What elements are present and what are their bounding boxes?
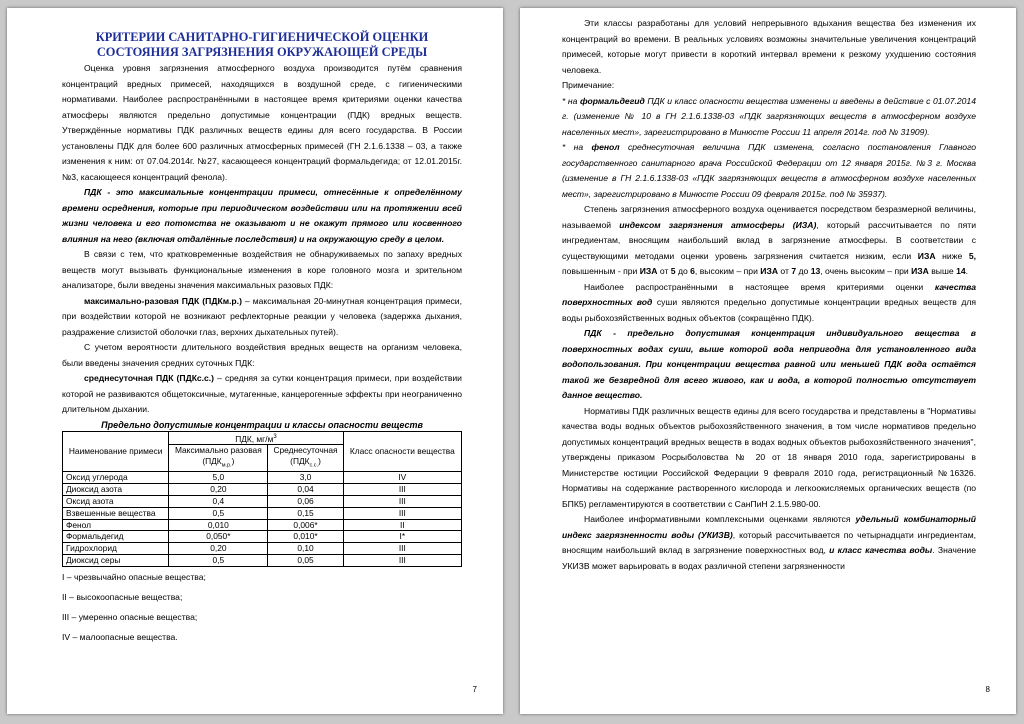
legend-item: II – высокоопасные вещества; [62,591,183,602]
header-class: Класс опасности вещества [343,431,461,472]
note-formaldehyde: * на формальдегид ПДК и класс опасности вещества изменены и введены в действие с 01.07.2014 г. (изменение № 10 в ГН 2.1.6.1338-03 «ПДК загрязняющих веществ в атмосферном воздухе населенных мест», зарегистрировано в Минюсте России 11 апреля 2014г. под № 31909). [562,95,976,137]
table-row: Формальдегид 0,050* 0,010* I* [63,531,462,543]
page-number: 7 [472,685,477,694]
paragraph-short-term: В связи с тем, что кратковременные воздействия не обнаруживаемых по запаху вредных веществ могут вызывать функциональные изменения в коре головного мозга и зрительном анализаторе, были введены значения максимальных разовых ПДК: [62,249,462,290]
note-phenol: * на фенол среднесуточная величина ПДК изменена, согласно постановления Главного государственного санитарного врача Российской Федерации от 12 января 2015г. №3 г. Москва (изменение в ГН 2.1.6.1338-03 «ПДК загрязняющих веществ в атмосферном воздухе населенных мест», зарегистрировано в Минюсте России 09 февраля 2015г. под № 35937). [562,142,976,199]
page-8 [520,8,1016,714]
paragraph-iza: Степень загрязнения атмосферного воздуха оценивается посредством безразмерной величины, называемой индексом загрязнения атмосферы (ИЗА), который рассчитывается по пяти ингредиентам, вносящим наибольший вклад в загрязнение атмосферы. В соответствии с существующими методами оценки уровень загрязнения считается низким, если ИЗА ниже 5, повышенным - при ИЗА от 5 до 6, высоким – при ИЗА от 7 до 13, очень высоким – при ИЗА выше 14. [562,204,976,276]
paragraph-max-single: максимально-разовая ПДК (ПДКм.р.) – максимальная 20-минутная концентрация примеси, при воздействии которой не возникают рефлекторные реакции у человека (задержка дыхания, раздражение слизистой оболочки глаз, верхних дыхательных путей). [62,295,462,337]
header-max-single: Максимально разовая $(ПДК_{м.р.})$ [169,445,268,472]
table-row: Гидрохлорид 0,20 0,10 III [63,543,462,555]
table-row: Диоксид серы 0,5 0,05 III [63,554,462,566]
table-caption: Предельно допустимые концентрации и классы опасности веществ [101,419,423,430]
paragraph-daily-average: среднесуточная ПДК (ПДКс.с.) – средняя за сутки концентрация примеси, при воздействии которой не развиваются общетоксичные, мутагенные, канцерогенные эффекты при неограниченно длительном дыхании. [62,373,462,414]
header-daily-average: Среднесуточная $(ПДК_{с.с.})$ [268,445,343,472]
legend-item: I – чрезвычайно опасные вещества; [62,571,206,582]
header-pdk: ПДК, $мг/м^3$ [169,431,343,445]
hazard-class-legend [62,567,462,647]
pdk-table [62,431,462,567]
note-label: Примечание: [562,80,615,90]
legend-item: IV – малоопасные вещества. [62,631,178,642]
table-row: Диоксид азота 0,20 0,04 III [63,484,462,496]
paragraph-long-term: С учетом вероятности длительного воздействия вредных веществ на организм человека, были введены значения средних суточных ПДК: [62,342,462,368]
paragraph-water-norms: Нормативы ПДК различных веществ едины для всего государства и представлены в "Нормативы качества воды водных объектов рыбохозяйственного значения, в том числе нормативов предельно допустимых концентраций вредных веществ в водах водных объектов рыбохозяйственного значения", утверждены приказом Росрыболовства № 20 от 18 января 2010 года, зарегистрированы в Министерстве юстиции Российской Федерации 9 февраля 2010 года, регистрационный №16326. Нормативы на содержание растворенного кислорода и легкоокисляемых органических веществ (по БПК5) регламентируются в соответствии с СанПиН 2.1.5.980-00. [562,405,976,509]
term-max-single: максимально-разовая ПДК (ПДКм.р.) [84,295,242,306]
header-name: Наименование примеси [63,431,169,472]
paragraph-classes: Эти классы разработаны для условий непрерывного вдыхания вещества без изменения их концентраций во времени. В реальных условиях возможны значительные увеличения концентраций примесей, которые могут привести в короткий интервал времени к резкому ухудшению состояния человека. [562,18,976,75]
table-row: Взвешенные вещества 0,5 0,15 III [63,507,462,519]
page-title: КРИТЕРИИ САНИТАРНО-ГИГИЕНИЧЕСКОЙ ОЦЕНКИ СОСТОЯНИЯ ЗАГРЯЗНЕНИЯ ОКРУЖАЮЩЕЙ СРЕДЫ [95,30,429,59]
paragraph-ukizv: Наиболее информативными комплексными оценками являются удельный комбинаторный индекс загрязненности воды (УКИЗВ), который рассчитывается по четырнадцати ингредиентам, вносящим наибольший вклад в загрязнение поверхностных вод, и класс качества воды. Значение УКИЗВ может варьировать в водах различной степени загрязненности [562,514,976,571]
legend-item: III – умеренно опасные вещества; [62,611,198,622]
table-row: Оксид углерода 5,0 3,0 IV [63,472,462,484]
term-daily-average: среднесуточная ПДК (ПДКс.с.) [84,373,215,383]
table-row: Фенол 0,010 0,006* II [63,519,462,531]
table-row: Оксид азота 0,4 0,06 III [63,495,462,507]
paragraph-surface-water: Наиболее распространёнными в настоящее время критериями оценки качества поверхностных вод суши являются предельно допустимые концентрации вредных веществ для воды рыбохозяйственных водных объектов (сокращённо ПДК). [562,281,977,323]
paragraph-pdk-definition: ПДК - это максимальные концентрации примеси, отнесённые к определённому времени осреднения, которые при периодическом воздействии или на протяжении всей жизни человека и его потомства не оказывают и не окажут прямого или косвенного влияния на него (включая отдалённые последствия) и на окружающую среду в целом. [62,187,462,244]
paragraph-water-pdk-definition: ПДК - предельно допустимая концентрация индивидуального вещества в поверхностных водах суши, выше которой вода непригодна для установленного вида водопользования. При концентрации вещества равной или меньшей ПДК вода остаётся такой же безвредной для всего живого, как и вода, в которой полностью отсутствует данное вещество. [562,328,976,400]
paragraph-intro: Оценка уровня загрязнения атмосферного воздуха производится путём сравнения концентраций вредных примесей, находящихся в воздушной среде, с гигиеническими нормативами. Наиболее распространёнными в настоящее время критериями оценки качества атмосферы являются предельно допустимые концентрации (ПДК) вредных веществ. Утверждённые нормативы ПДК различных веществ едины для всего государства. В России установлены ПДК для более 600 различных атмосферных примесей (ГН 2.1.6.1338 – 03, а также изменения к ним: от 07.04.2014г. №27, касающееся концентраций формальдегида; от 12.01.2015г. №3, касающееся концентраций фенола). [62,63,462,182]
page-7 [7,8,503,714]
page-number: 8 [985,685,990,694]
